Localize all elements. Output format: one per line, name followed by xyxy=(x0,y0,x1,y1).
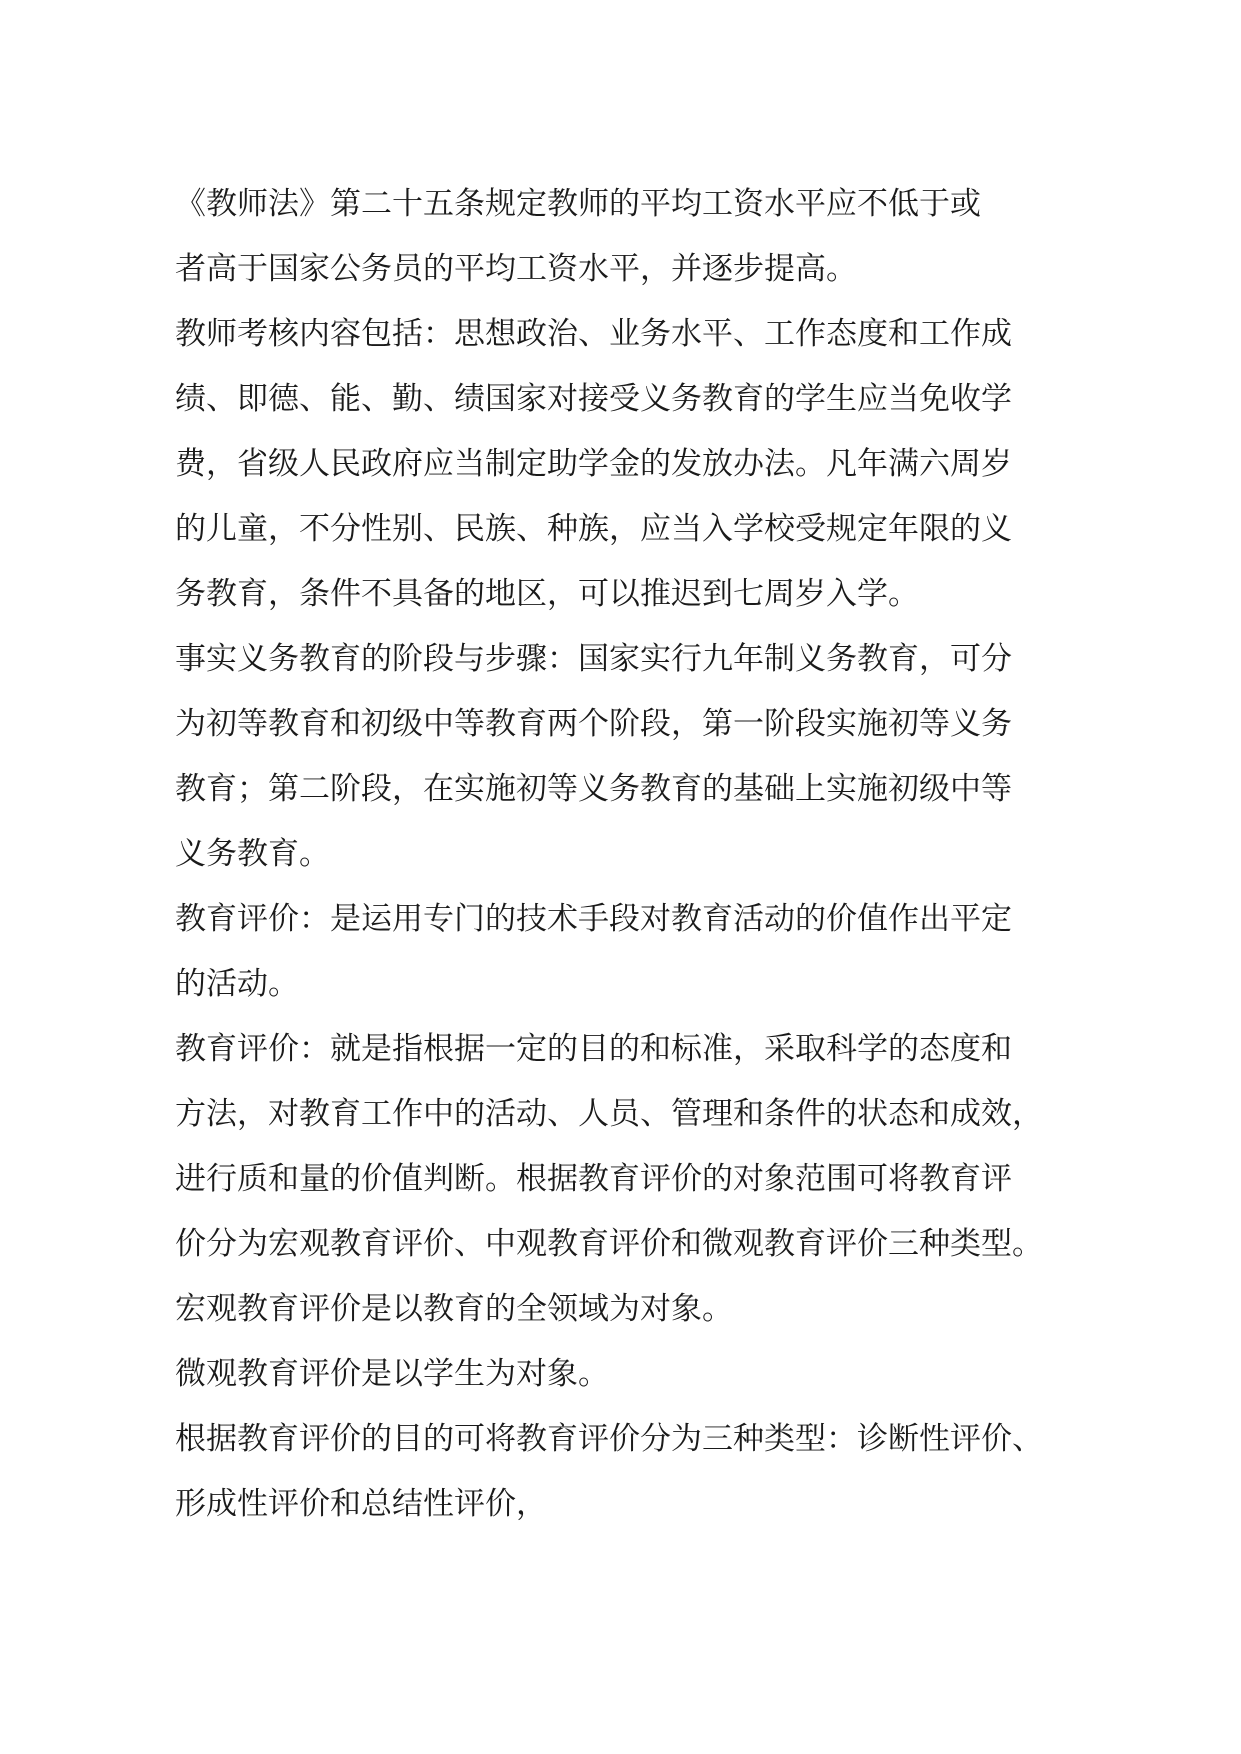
text-line: 的儿童，不分性别、民族、种族，应当入学校受规定年限的义 xyxy=(175,511,1012,547)
text-line: 形成性评价和总结性评价， xyxy=(175,1486,547,1522)
text-line: 费，省级人民政府应当制定助学金的发放办法。凡年满六周岁 xyxy=(175,446,1012,482)
document-body xyxy=(175,172,1075,1537)
text-line: 务教育，条件不具备的地区，可以推迟到七周岁入学。 xyxy=(175,576,919,612)
text-line: 者高于国家公务员的平均工资水平，并逐步提高。 xyxy=(175,251,857,287)
text-line: 事实义务教育的阶段与步骤：国家实行九年制义务教育，可分 xyxy=(175,641,1012,677)
text-line: 宏观教育评价是以教育的全领域为对象。 xyxy=(175,1291,733,1327)
text-line: 教师考核内容包括：思想政治、业务水平、工作态度和工作成 xyxy=(175,316,1012,352)
text-line: 方法，对教育工作中的活动、人员、管理和条件的状态和成效， xyxy=(175,1096,1043,1132)
text-line: 进行质和量的价值判断。根据教育评价的对象范围可将教育评 xyxy=(175,1161,1012,1197)
text-line: 微观教育评价是以学生为对象。 xyxy=(175,1356,609,1392)
text-line: 绩、即德、能、勤、绩国家对接受义务教育的学生应当免收学 xyxy=(175,381,1012,417)
text-line: 为初等教育和初级中等教育两个阶段，第一阶段实施初等义务 xyxy=(175,706,1012,742)
text-line: 教育评价：就是指根据一定的目的和标准，采取科学的态度和 xyxy=(175,1031,1012,1067)
text-line: 价分为宏观教育评价、中观教育评价和微观教育评价三种类型。 xyxy=(175,1226,1043,1262)
text-line: 根据教育评价的目的可将教育评价分为三种类型：诊断性评价、 xyxy=(175,1421,1043,1457)
text-line: 教育评价：是运用专门的技术手段对教育活动的价值作出平定 xyxy=(175,901,1012,937)
text-line: 义务教育。 xyxy=(175,836,330,872)
text-line: 《教师法》第二十五条规定教师的平均工资水平应不低于或 xyxy=(175,186,981,222)
text-line: 的活动。 xyxy=(175,966,299,1002)
text-line: 教育；第二阶段，在实施初等义务教育的基础上实施初级中等 xyxy=(175,771,1012,807)
